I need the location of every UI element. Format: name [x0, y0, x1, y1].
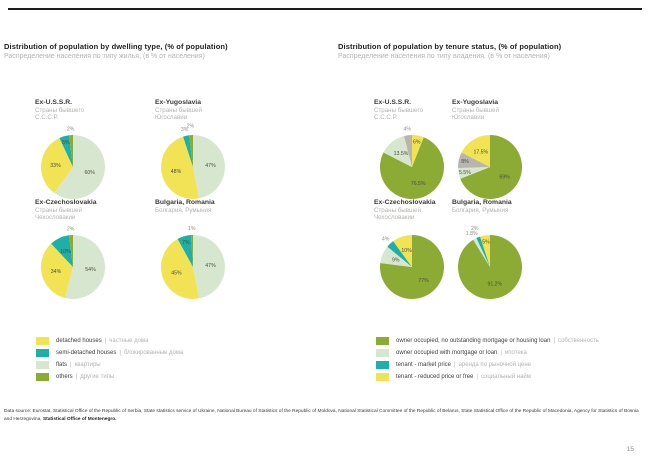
- chart-header: [35, 99, 147, 123]
- pie-slice-label: 9%: [392, 257, 400, 264]
- dwelling-legend: [36, 337, 183, 385]
- legend-item-tenant-reduced-price: [376, 373, 599, 381]
- chart-subtitle-ru: Страны бывшего С.С.С.Р.: [374, 107, 424, 122]
- pie-chart-dwelling-bulgaria-romania: [143, 223, 267, 307]
- chart-tenure-bulgaria-romania: [452, 199, 564, 307]
- legend-item-flats: [36, 361, 183, 369]
- chart-title: Ex-Yugoslavia: [452, 99, 499, 106]
- chart-tenure-ex-yugoslavia: [452, 99, 564, 207]
- pie-svg: [440, 123, 544, 207]
- legend-label-ru: блокированные дома: [123, 350, 184, 356]
- chart-title: Bulgaria, Romania: [155, 199, 215, 206]
- chart-dwelling-bulgaria-romania: [155, 199, 267, 307]
- pie-slice-label: 69%: [499, 174, 510, 181]
- chart-title: Ex-Yugoslavia: [155, 99, 202, 106]
- chart-subtitle-ru: Болгария, Румыния: [452, 207, 509, 214]
- legend-item-owner-no-mortgage: [376, 337, 599, 345]
- legend-label-en: owner occupied, no outstanding mortgage or housing loan: [396, 338, 551, 344]
- dwelling-section-subtitle-ru: Распределение населения по типу жилья, (в % от населения): [4, 53, 205, 60]
- pie-slice-label: 3%: [180, 127, 189, 134]
- legend-item-owner-with-mortgage: [376, 349, 599, 357]
- pie-slice-label: 1.8%: [465, 230, 478, 237]
- legend-swatch: [376, 337, 389, 345]
- dwelling-section-title: Distribution of population by dwelling type, (% of population): [4, 42, 228, 51]
- pie-slice-label: 54%: [85, 266, 96, 273]
- pie-slice-label: 91.2%: [487, 281, 503, 288]
- pie-slice-label: 60%: [84, 170, 95, 177]
- legend-item-detached-houses: [36, 337, 183, 345]
- data-source-note: [4, 408, 644, 424]
- legend-separator: |: [119, 350, 121, 356]
- pie-slice-label: 13.5%: [393, 151, 409, 157]
- chart-subtitle-ru: Страны бывшей Чехословакии: [35, 207, 82, 222]
- pie-slice-label: 2%: [470, 226, 479, 233]
- legend-label-en: detached houses: [56, 338, 102, 344]
- pie-svg: [23, 223, 127, 307]
- legend-swatch: [36, 373, 49, 381]
- chart-header: [155, 99, 267, 123]
- pie-slice-label: 7%: [182, 240, 190, 247]
- pie-svg: [440, 223, 544, 307]
- tenure-legend: [376, 337, 599, 385]
- pie-slice-label: 77%: [418, 277, 429, 284]
- pie-slice-label: 4%: [381, 236, 390, 243]
- page-number: 15: [626, 446, 634, 453]
- legend-separator: |: [75, 374, 78, 380]
- chart-dwelling-ex-ussr: [35, 99, 147, 207]
- pie-slice-label: 2%: [186, 123, 195, 130]
- legend-label-en: semi-detached houses: [56, 350, 117, 356]
- tenure-section-subtitle-ru: Распределение населения по типу владения, (в % от населения): [338, 53, 550, 60]
- pie-svg: [143, 123, 247, 207]
- chart-dwelling-ex-yugoslavia: [155, 99, 267, 207]
- chart-subtitle-ru: Болгария, Румыния: [155, 207, 212, 214]
- pie-slice-label: 5.5%: [458, 169, 471, 176]
- legend-swatch: [36, 337, 49, 345]
- chart-subtitle-ru: Страны бывшей Югославии: [155, 107, 202, 122]
- pie-svg: [23, 123, 127, 207]
- legend-separator: |: [104, 338, 107, 344]
- pie-slice-label: 33%: [50, 163, 61, 169]
- pie-slice-label: 5%: [482, 239, 490, 246]
- legend-swatch: [36, 349, 49, 357]
- legend-label-en: tenant - market price: [396, 362, 452, 368]
- pie-chart-tenure-bulgaria-romania: [440, 223, 564, 307]
- pie-slice-label: 8%: [461, 159, 469, 166]
- legend-swatch: [376, 349, 389, 357]
- legend-label-ru: ипотека: [504, 350, 527, 356]
- legend-item-semi-detached-houses: [36, 349, 183, 357]
- chart-title: Ex-U.S.S.R.: [374, 99, 412, 106]
- chart-title: Ex-Czechoslovakia: [374, 199, 436, 206]
- chart-title: Bulgaria, Romania: [452, 199, 512, 206]
- chart-dwelling-ex-czechoslovakia: [35, 199, 147, 307]
- pie-slice-label: 10%: [60, 248, 71, 255]
- pie-slice-label: 34%: [50, 269, 62, 276]
- legend-swatch: [376, 361, 389, 369]
- legend-label-en: flats: [56, 362, 68, 368]
- legend-separator: |: [476, 374, 478, 380]
- legend-label-ru: социальный найм: [480, 374, 531, 380]
- legend-label-ru: собственность: [558, 338, 599, 344]
- legend-label-ru: частные дома: [109, 338, 149, 344]
- pie-chart-tenure-ex-yugoslavia: [440, 123, 564, 207]
- pie-slice-label: 45%: [171, 270, 182, 277]
- pie-slice-label: 4%: [403, 126, 411, 133]
- chart-subtitle-ru: Страны бывшего С.С.С.Р.: [35, 107, 85, 122]
- chart-header: [452, 99, 564, 123]
- legend-swatch: [36, 361, 49, 369]
- legend-label-en: owner occupied with mortgage or loan: [396, 350, 498, 356]
- pie-slice-label: 47%: [205, 263, 216, 269]
- pie-chart-dwelling-ex-ussr: [23, 123, 147, 207]
- legend-separator: |: [500, 350, 502, 356]
- pie-slice-label: 2%: [66, 226, 75, 233]
- legend-label-en: tenant - reduced price or free: [396, 374, 474, 380]
- pie-slice-label: 2%: [66, 126, 75, 133]
- chart-subtitle-ru: Страны бывшей Чехословакии: [374, 207, 421, 222]
- legend-label-ru: аренда по рыночной цене: [458, 362, 531, 368]
- tenure-section-header: [338, 42, 561, 60]
- chart-header: [452, 199, 564, 223]
- legend-label-en: others: [56, 374, 73, 380]
- chart-header: [155, 199, 267, 223]
- legend-separator: |: [70, 362, 72, 368]
- pie-slice-label: 1%: [188, 226, 196, 233]
- legend-swatch: [376, 373, 389, 381]
- pie-chart-dwelling-ex-yugoslavia: [143, 123, 267, 207]
- pie-slice-label: 76.5%: [410, 181, 426, 188]
- pie-chart-dwelling-ex-czechoslovakia: [23, 223, 147, 307]
- legend-separator: |: [553, 338, 556, 344]
- pie-slice-label: 47%: [205, 163, 216, 169]
- pie-slice-label: 48%: [170, 169, 182, 176]
- data-source-bold-text: Statistical Office of Montenegro.: [42, 417, 117, 423]
- legend-separator: |: [454, 362, 456, 368]
- pie-slice-label: 17.5%: [473, 149, 489, 156]
- pie-slice-label: 5%: [62, 140, 70, 147]
- chart-title: Ex-U.S.S.R.: [35, 99, 73, 106]
- chart-subtitle-ru: Страны бывшей Югославии: [452, 107, 499, 122]
- chart-header: [35, 199, 147, 223]
- dwelling-section-header: [4, 42, 228, 60]
- data-source-text: Data source: Eurostat, Statistical Office of the Republic of Serbia, State statistics service of Ukraine, National Bureau of Statistics of the Republic of Moldova, National Statistical Committee of the Republic of Belarus, State Statistical Office of the Republic of Macedonia, Agency for Statistics of Bosnia and Herzegovina,: [4, 409, 639, 423]
- pie-slice-label: 6%: [413, 139, 421, 146]
- top-rule: [8, 8, 642, 10]
- pie-slice-label: 10%: [401, 248, 412, 254]
- chart-title: Ex-Czechoslovakia: [35, 199, 97, 206]
- pie-svg: [143, 223, 247, 307]
- legend-item-tenant-market-price: [376, 361, 599, 369]
- tenure-section-title: Distribution of population by tenure status, (% of population): [338, 42, 562, 51]
- legend-item-others: [36, 373, 183, 381]
- legend-label-ru: другие типы: [80, 374, 115, 380]
- legend-label-ru: квартиры: [74, 362, 101, 368]
